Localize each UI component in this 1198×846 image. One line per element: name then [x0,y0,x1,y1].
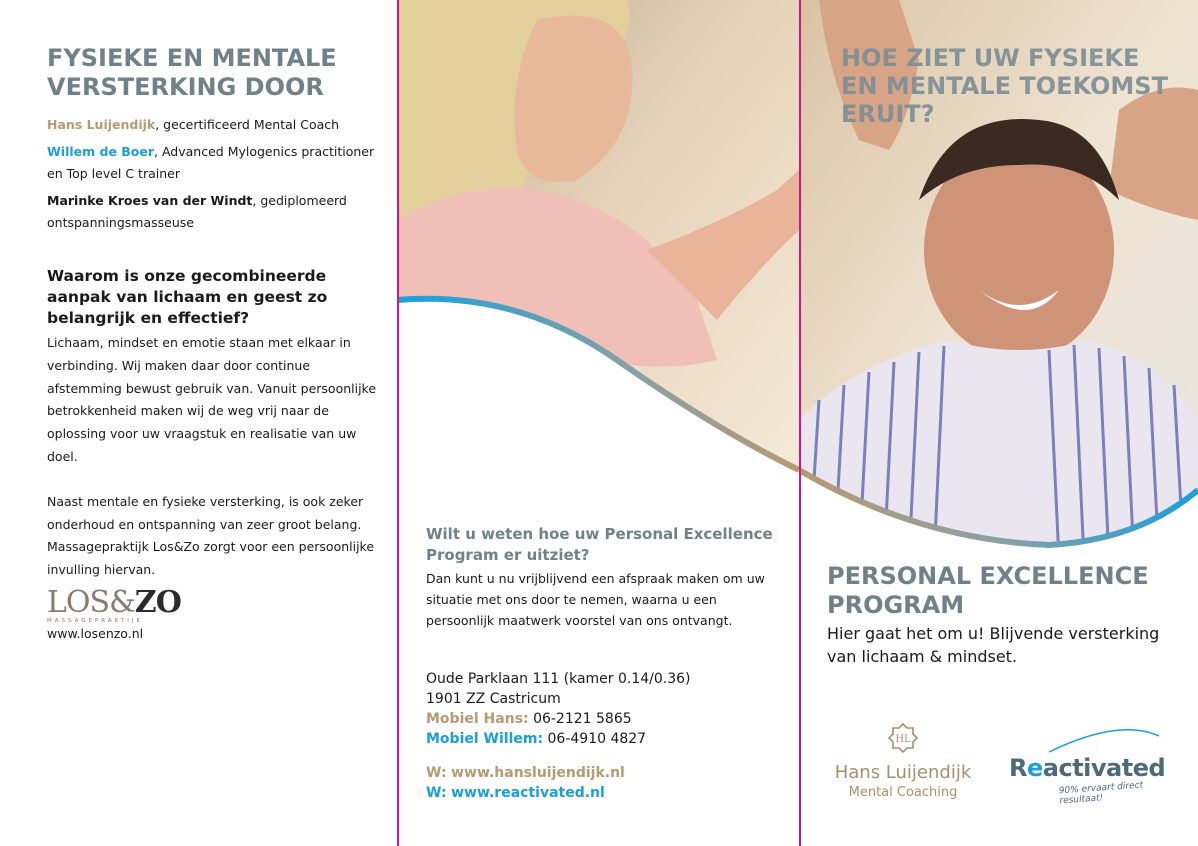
phone-hans[interactable] [426,709,786,729]
middle-panel [397,0,799,846]
cta-text: Dan kunt u nu vrijblijvend een afspraak maken om uw situatie met ons door te nemen, waarna u een persoonlijk maatwerk voorstel van ons ontvangt. [426,571,765,628]
left-title [47,44,367,102]
team-member-hans [47,114,377,136]
fold-line [397,0,399,846]
hl-monogram-icon [885,722,921,758]
phone-label: Mobiel Willem: [426,731,544,747]
paragraph: Lichaam, mindset en emotie staan met elkaar in verbinding. Wij maken daar door continue afstemming bewust gebruik van. Vanuit persoonlijke betrokkenheid maken wij de weg vrij naar de oplossing voor uw vraagstuk en realisatie van uw doel. [47,335,377,464]
hans-luijendijk-logo [823,722,983,802]
approach-question: Waarom is onze gecombineerde aanpak van lichaam en geest zo belangrijk en effectief? [47,267,328,327]
web-url: www.hansluijendijk.nl [451,765,625,781]
photo-woman [397,0,799,520]
logo-amp: & [109,585,135,620]
phone-label: Mobiel Hans: [426,711,529,727]
web-links [426,763,786,803]
team-role: , gediplomeerd ontspanningsmasseuse [47,193,347,230]
left-panel [0,0,397,846]
headline: HOE ZIET UW FYSIEKE EN MENTALE TOEKOMST ERUIT? [841,44,1168,128]
reactivated-logo [1009,728,1184,807]
phone-number: 06-2121 5865 [533,711,632,727]
losenzo-url[interactable]: www.losenzo.nl [47,626,144,641]
team-list [47,114,377,239]
left-title-line1: FYSIEKE EN MENTALE [47,44,337,72]
address-line: 1901 ZZ Castricum [426,691,561,707]
hl-name: Hans Luijendijk [834,762,972,783]
team-member-marinke [47,190,377,234]
right-panel [799,0,1198,846]
program-subtitle: Hier gaat het om u! Blijvende versterking van lichaam & mindset. [827,624,1160,666]
web-label: W: [426,785,447,801]
hl-monogram-text: HL [895,734,911,745]
logo-text: LOS [47,585,110,620]
hl-subtitle: Mental Coaching [848,785,958,800]
program-title-line1: PERSONAL EXCELLENCE [827,562,1149,590]
phone-number: 06-4910 4827 [547,731,647,747]
logo-text: ZO [134,585,181,620]
team-role: , Advanced Mylogenics practitioner en Top level C trainer [47,144,375,181]
logo-subtext: MASSAGEPRAKTIJK [47,618,144,624]
losenzo-logo [47,585,181,624]
contact-address [426,669,786,749]
team-role: , gecertificeerd Mental Coach [155,117,340,132]
wordmark-part: e [1026,754,1043,782]
web-url: www.reactivated.nl [451,785,605,801]
web-label: W: [426,765,447,781]
team-name: Hans Luijendijk [47,117,156,132]
team-name: Willem de Boer [47,144,155,159]
program-title [827,562,1187,620]
web-link-hans[interactable] [426,763,786,783]
team-name: Marinke Kroes van der Windt [47,193,253,208]
phone-willem[interactable] [426,729,786,749]
reactivated-tagline: 90% ervaart direct resultaat! [1058,780,1144,807]
paragraph: Naast mentale en fysieke versterking, is ook zeker onderhoud en ontspanning van zeer groot belang. Massagepraktijk Los&Zo zorgt voor een persoonlijke invulling hiervan. [47,493,375,578]
team-member-willem [47,141,377,185]
swoosh-icon [1009,728,1169,754]
cta-question: Wilt u weten hoe uw Personal Excellence Program er uitziet? [426,525,773,564]
left-title-line2: VERSTERKING DOOR [47,73,324,101]
wordmark-part: activated [1042,754,1166,782]
program-title-line2: PROGRAM [827,591,965,619]
web-link-reactivated[interactable] [426,783,786,803]
address-line: Oude Parklaan 111 (kamer 0.14/0.36) [426,671,691,687]
reactivated-wordmark [1009,754,1184,782]
approach-body [47,332,377,604]
fold-line [799,0,801,846]
wordmark-part: R [1009,754,1027,782]
